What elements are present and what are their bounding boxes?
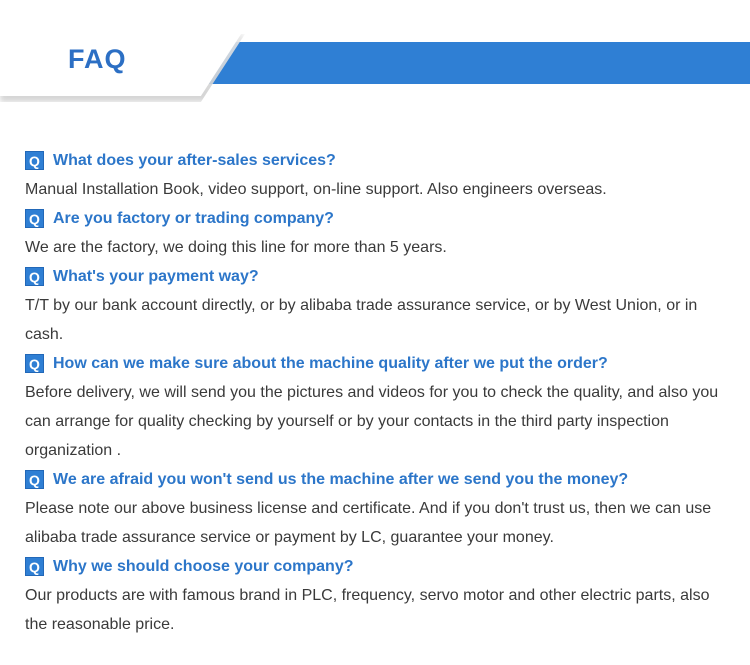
faq-question-row [25, 262, 725, 291]
page-title: FAQ [68, 44, 127, 74]
faq-answer: T/T by our bank account directly, or by alibaba trade assurance service, or by West Union, or in cash. [25, 297, 698, 343]
faq-item [25, 349, 725, 465]
question-icon: Q [25, 151, 44, 170]
faq-answer: Before delivery, we will send you the pictures and videos for you to check the quality, and also you can arrange for quality checking by yourself or by your contacts in the third party inspection organization . [25, 384, 719, 459]
faq-question: How can we make sure about the machine quality after we put the order? [53, 354, 608, 372]
header-blue-band [200, 42, 750, 84]
question-icon: Q [25, 470, 44, 489]
faq-question-row [25, 552, 725, 581]
faq-question: Are you factory or trading company? [53, 209, 334, 227]
question-icon: Q [25, 354, 44, 373]
faq-answer: Manual Installation Book, video support, on-line support. Also engineers overseas. [25, 181, 607, 198]
faq-question: What does your after-sales services? [53, 151, 336, 169]
faq-item [25, 204, 725, 262]
faq-question-row [25, 349, 725, 378]
faq-list [25, 146, 725, 639]
faq-header-banner [0, 0, 750, 120]
faq-question-row [25, 465, 725, 494]
faq-item [25, 262, 725, 349]
faq-question: Why we should choose your company? [53, 557, 354, 575]
faq-item [25, 465, 725, 552]
question-icon: Q [25, 267, 44, 286]
question-icon: Q [25, 209, 44, 228]
faq-question-row [25, 204, 725, 233]
faq-item [25, 552, 725, 639]
faq-question: What's your payment way? [53, 267, 259, 285]
faq-answer: Our products are with famous brand in PLC, frequency, servo motor and other electric parts, also the reasonable price. [25, 587, 710, 633]
faq-item [25, 146, 725, 204]
faq-question: We are afraid you won't send us the machine after we send you the money? [53, 470, 629, 488]
faq-answer: We are the factory, we doing this line for more than 5 years. [25, 239, 447, 256]
question-icon: Q [25, 557, 44, 576]
faq-question-row [25, 146, 725, 175]
faq-answer: Please note our above business license and certificate. And if you don't trust us, then we can use alibaba trade assurance service or payment by LC, guarantee your money. [25, 500, 712, 546]
